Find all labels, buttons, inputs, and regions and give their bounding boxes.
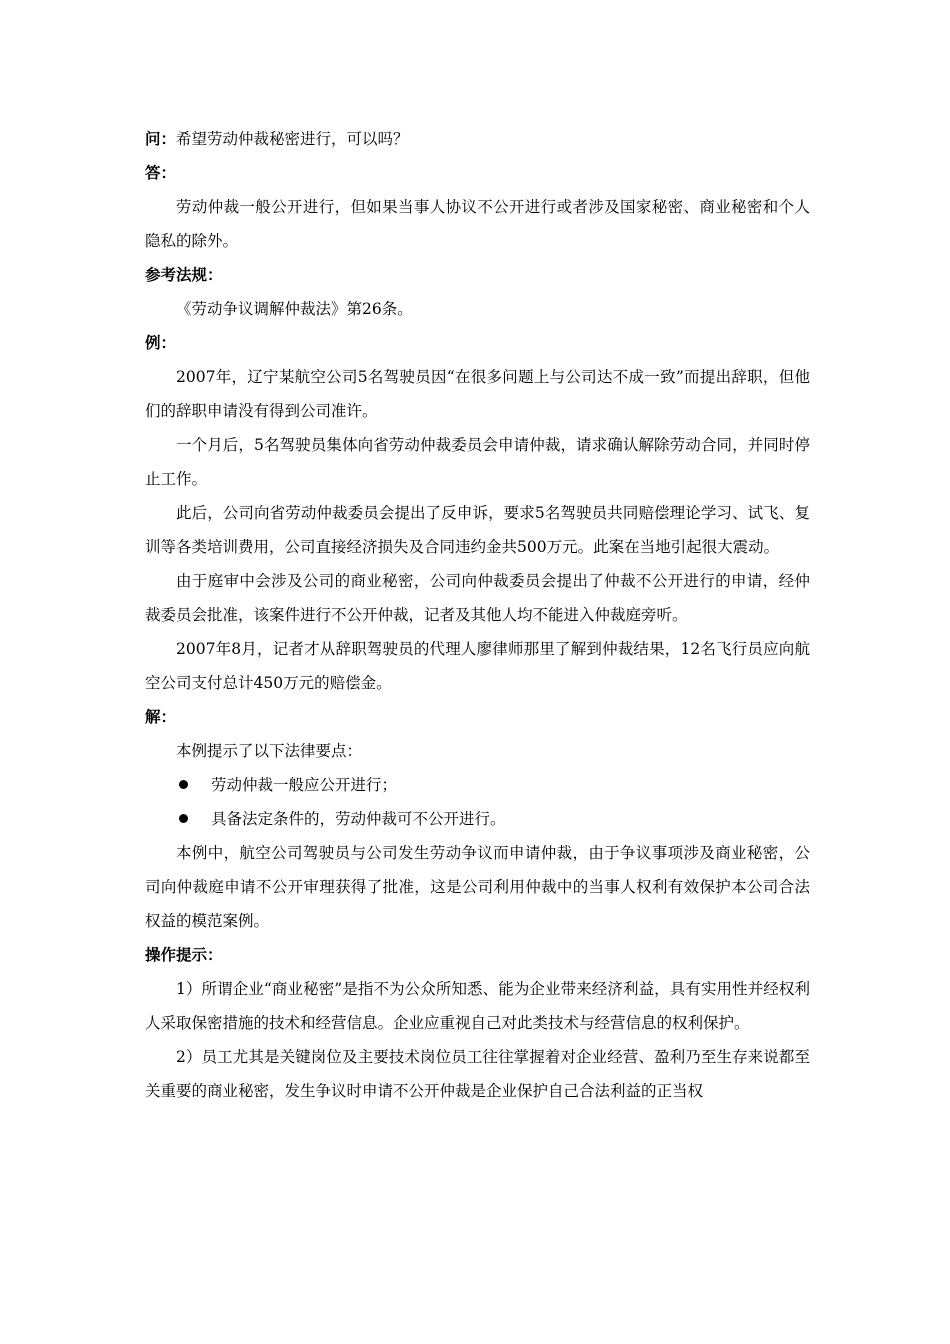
question-label: 问： (145, 130, 177, 148)
analysis-intro: 本例提示了以下法律要点： (176, 742, 363, 760)
example-paragraph: 一个月后，5名驾驶员集体向省劳动仲裁委员会申请仲裁，请求确认解除劳动合同，并同时停止工作。 (145, 436, 810, 488)
example-label: 例： (145, 334, 177, 352)
example-paragraph: 2007年，辽宁某航空公司5名驾驶员因“在很多问题上与公司达不成一致”而提出辞职，但他们的辞职申请没有得到公司准许。 (145, 368, 810, 420)
bullet-item (145, 768, 810, 802)
example-paragraph: 2007年8月，记者才从辞职驾驶员的代理人廖律师那里了解到仲裁结果，12名飞行员应向航空公司支付总计450万元的赔偿金。 (145, 640, 810, 692)
reference-label: 参考法规： (145, 266, 223, 284)
tips-label: 操作提示： (145, 946, 223, 964)
analysis-conclusion: 本例中，航空公司驾驶员与公司发生劳动争议而申请仲裁，由于争议事项涉及商业秘密，公司向仲裁庭申请不公开审理获得了批准，这是公司利用仲裁中的当事人权利有效保护本公司合法权益的模范案例。 (145, 844, 810, 930)
bullet-text: 具备法定条件的，劳动仲裁可不公开进行。 (211, 810, 506, 828)
example-paragraph: 由于庭审中会涉及公司的商业秘密，公司向仲裁委员会提出了仲裁不公开进行的申请，经仲裁委员会批准，该案件进行不公开仲裁，记者及其他人均不能进入仲裁庭旁听。 (145, 572, 810, 624)
bullet-text: 劳动仲裁一般应公开进行； (211, 776, 398, 794)
document-body (145, 122, 810, 1108)
bullet-icon (179, 814, 188, 823)
question-text: 希望劳动仲裁秘密进行，可以吗？ (176, 130, 409, 148)
tips-paragraph: 1）所谓企业“商业秘密”是指不为公众所知悉、能为企业带来经济利益，具有实用性并经权利人采取保密措施的技术和经营信息。企业应重视自己对此类技术与经营信息的权利保护。 (145, 980, 810, 1032)
tips-paragraph: 2）员工尤其是关键岗位及主要技术岗位员工往往掌握着对企业经营、盈利乃至生存来说都至关重要的商业秘密，发生争议时申请不公开仲裁是企业保护自己合法利益的正当权 (145, 1048, 810, 1100)
question (145, 122, 810, 156)
example-paragraph: 此后，公司向省劳动仲裁委员会提出了反申诉，要求5名驾驶员共同赔偿理论学习、试飞、复训等各类培训费用，公司直接经济损失及合同违约金共500万元。此案在当地引起很大震动。 (145, 504, 810, 556)
bullet-icon (179, 780, 188, 789)
answer-label: 答： (145, 164, 177, 182)
answer-paragraph: 劳动仲裁一般公开进行，但如果当事人协议不公开进行或者涉及国家秘密、商业秘密和个人隐私的除外。 (145, 198, 810, 250)
analysis-label: 解： (145, 708, 177, 726)
reference-paragraph: 《劳动争议调解仲裁法》第26条。 (176, 300, 413, 318)
bullet-item (145, 802, 810, 836)
